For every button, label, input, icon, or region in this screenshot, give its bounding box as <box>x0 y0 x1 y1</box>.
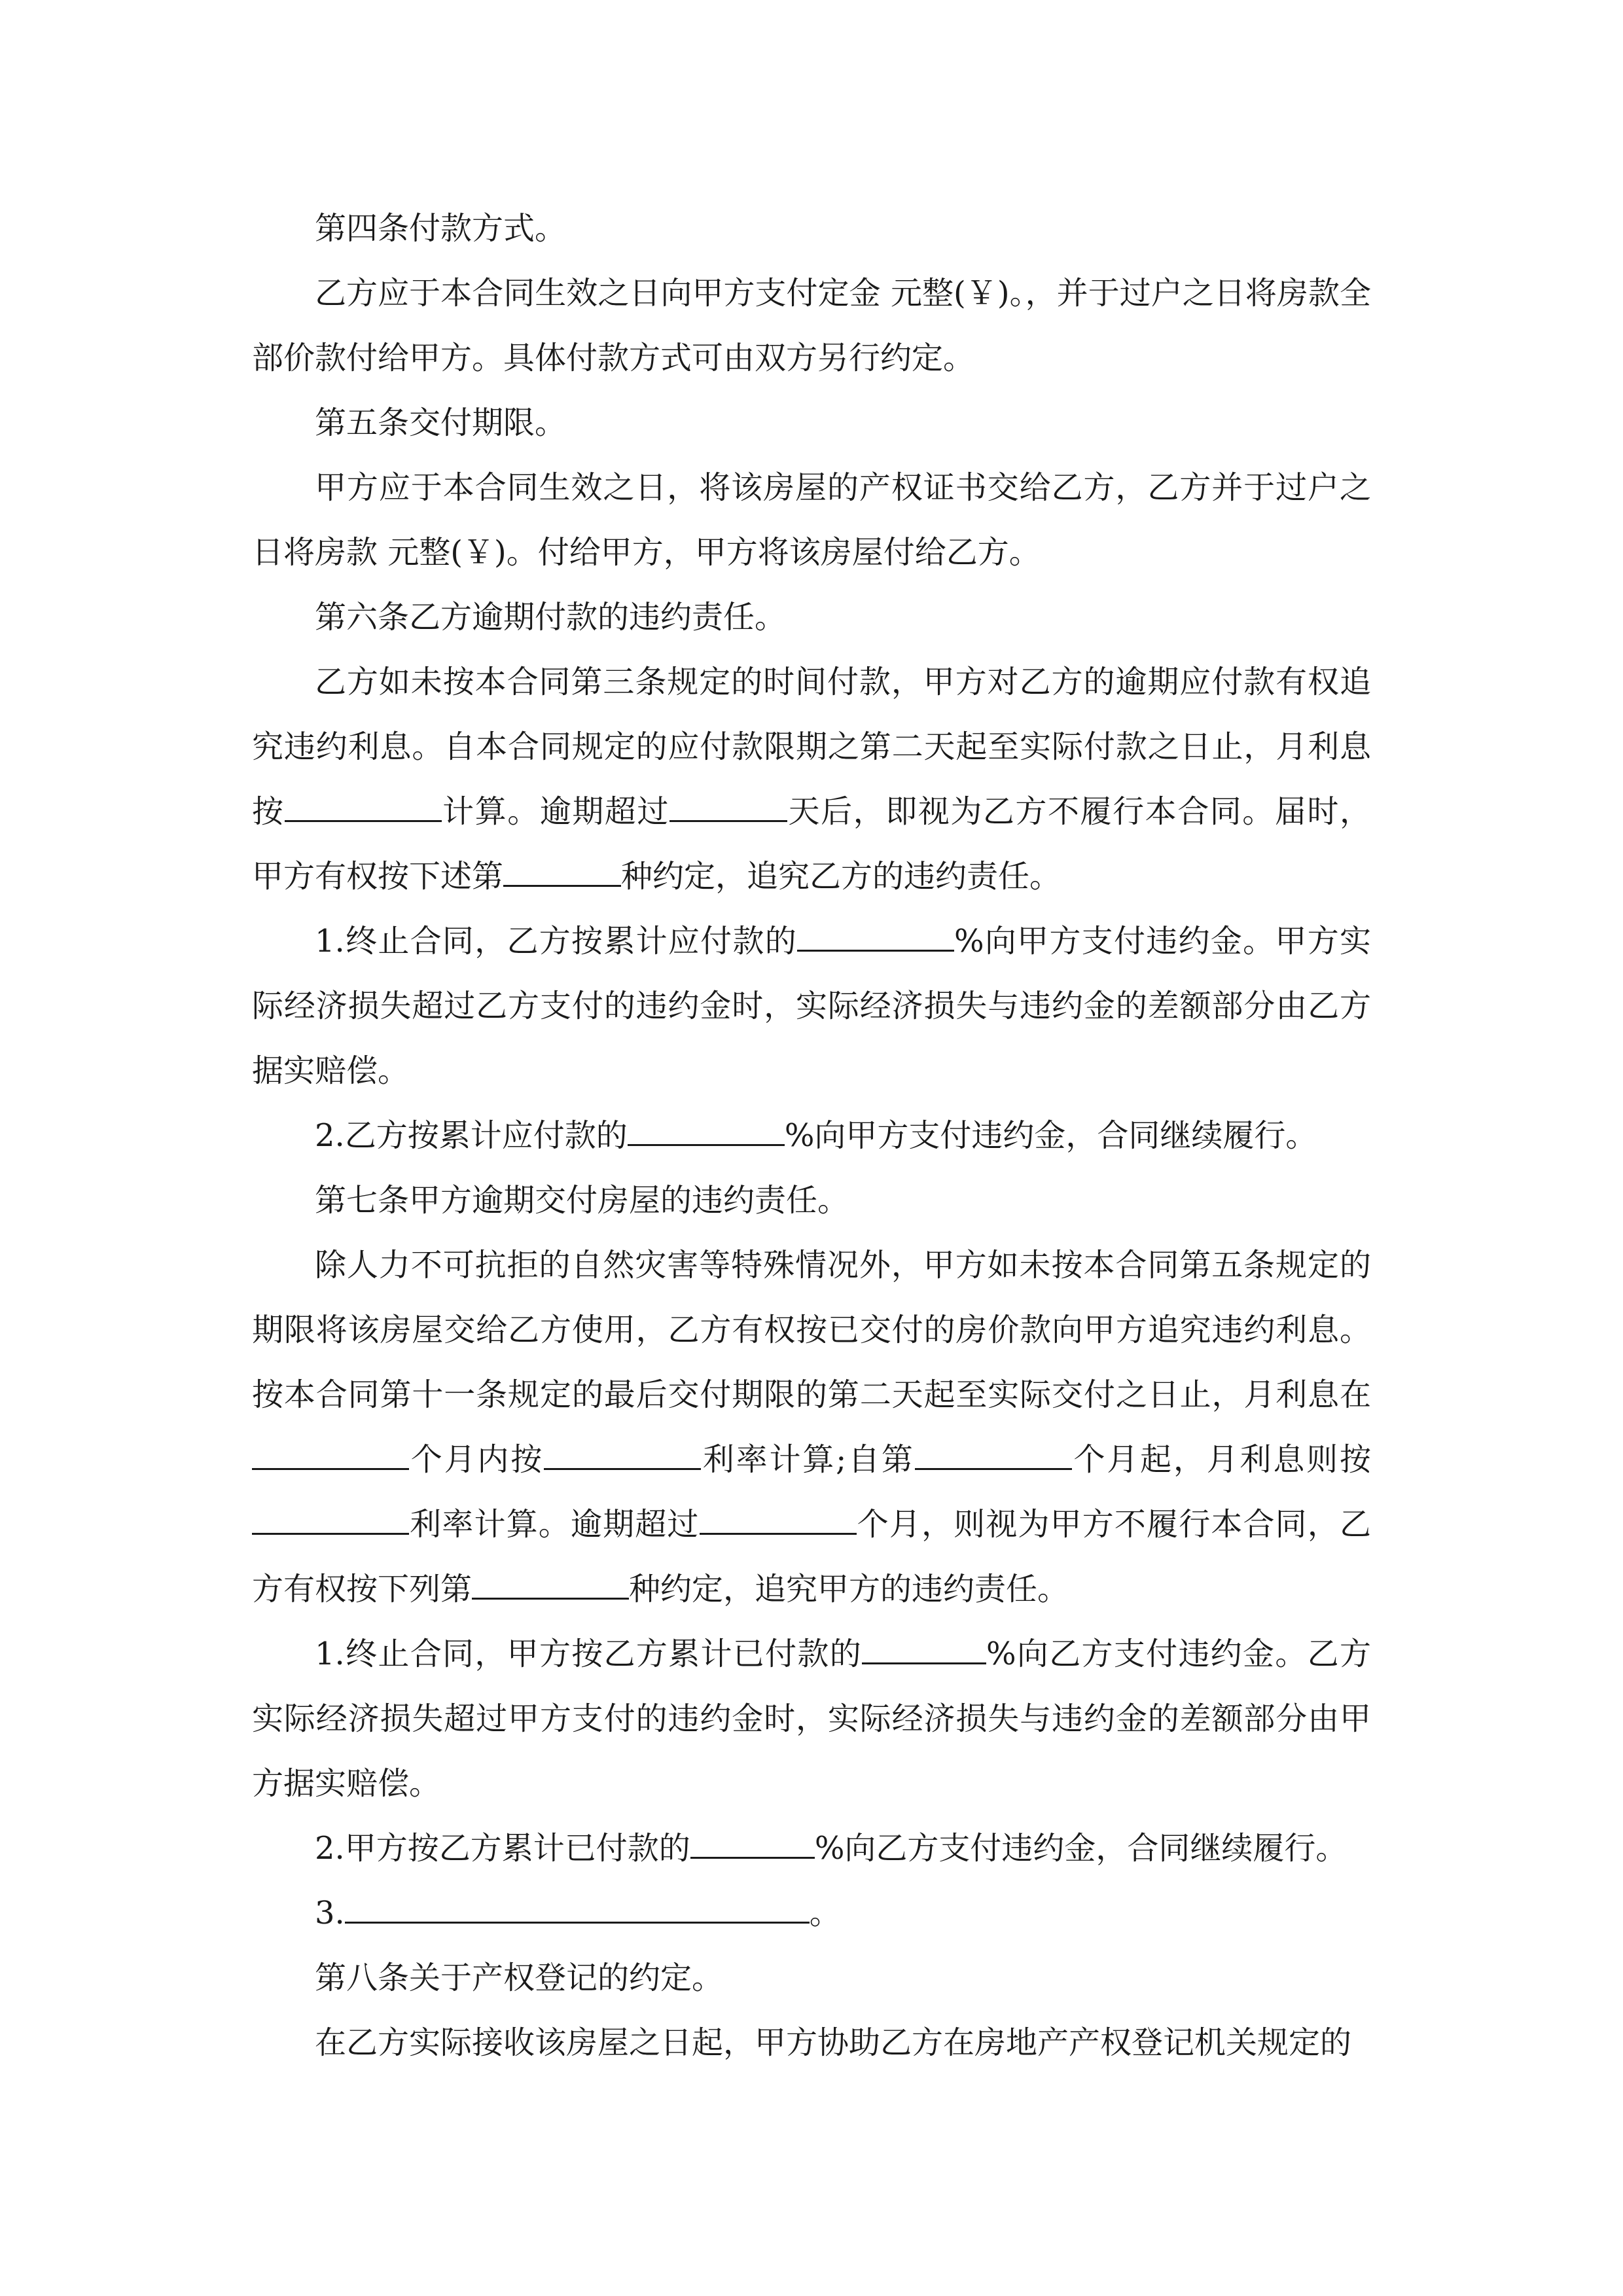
text-segment: 1.终止合同，甲方按乙方累计已付款的 <box>315 1636 862 1672</box>
fill-blank[interactable] <box>797 924 954 952</box>
text-segment: 。 <box>809 1895 841 1931</box>
text-segment: 乙方应于本合同生效之日向甲方支付定金 元整(￥)。，并于过户之日将房款全部价款付给甲方。具体付款方式可由双方另行约定。 <box>252 275 1371 376</box>
article-6-heading <box>252 585 1371 650</box>
text-segment: 甲方应于本合同生效之日，将该房屋的产权证书交给乙方，乙方并于过户之日将房款 元整(￥)。付给甲方，甲方将该房屋付给乙方。 <box>252 469 1371 571</box>
text-segment: 2.甲方按乙方累计已付款的 <box>315 1830 690 1867</box>
text-segment: 个月内按 <box>409 1441 544 1478</box>
article-6-paragraph <box>252 650 1371 909</box>
text-segment: 个月，则视为甲方不履行本合同，乙方有权按下列第 <box>252 1506 1371 1607</box>
text-segment: 计算。逾期超过 <box>441 793 669 830</box>
text-segment: 乙方如未按本合同第三条规定的时间付款，甲方对乙方的逾期应付款有权追究违约利息。自本合同规定的应付款限期之第二天起至实际付款之日止，月利息按 <box>252 664 1371 830</box>
article-6-clause-2 <box>252 1103 1371 1168</box>
fill-blank[interactable] <box>628 1118 785 1146</box>
fill-blank[interactable] <box>252 1442 409 1470</box>
article-7-paragraph <box>252 1233 1371 1622</box>
text-segment: 除人力不可抗拒的自然灾害等特殊情况外，甲方如未按本合同第五条规定的期限将该房屋交给乙方使用，乙方有权按已交付的房价款向甲方追究违约利息。按本合同第十一条规定的最后交付期限的第二天起至实际交付之日止，月利息在 <box>252 1247 1371 1413</box>
article-7-clause-3 <box>252 1881 1371 1946</box>
text-segment: 2.乙方按累计应付款的 <box>315 1117 628 1154</box>
text-segment: 1.终止合同，乙方按累计应付款的 <box>315 923 797 960</box>
text-segment: 利率计算。逾期超过 <box>409 1506 700 1543</box>
text-segment: %向乙方支付违约金，合同继续履行。 <box>814 1830 1347 1867</box>
text-segment: 利率计算;自第 <box>701 1441 915 1478</box>
fill-blank[interactable] <box>690 1831 815 1859</box>
text-segment: %向乙方支付违约金。乙方实际经济损失超过甲方支付的违约金时，实际经济损失与违约金的差额部分由甲方据实赔偿。 <box>252 1636 1371 1802</box>
text-segment: 第八条关于产权登记的约定。 <box>315 1960 724 1996</box>
text-segment: 第五条交付期限。 <box>315 404 567 441</box>
fill-blank[interactable] <box>503 859 621 887</box>
text-segment: 天后，即视为乙方不履行本合同。届时，甲方有权按下述第 <box>252 793 1371 895</box>
text-segment: 第四条付款方式。 <box>315 210 567 247</box>
fill-blank[interactable] <box>862 1636 986 1664</box>
fill-blank[interactable] <box>252 1507 409 1535</box>
text-segment: 种约定，追究乙方的违约责任。 <box>621 858 1061 895</box>
article-5-heading <box>252 391 1371 456</box>
article-7-heading <box>252 1168 1371 1233</box>
text-segment: 个月起，月利息则按 <box>1071 1441 1371 1478</box>
article-8-paragraph <box>252 2011 1371 2075</box>
fill-blank[interactable] <box>472 1571 629 1600</box>
text-segment: %向甲方支付违约金。甲方实际经济损失超过乙方支付的违约金时，实际经济损失与违约金的差额部分由乙方据实赔偿。 <box>252 923 1371 1089</box>
article-4-paragraph <box>252 261 1371 391</box>
text-segment: %向甲方支付违约金，合同继续履行。 <box>784 1117 1317 1154</box>
contract-body <box>252 196 1371 2075</box>
article-6-clause-1 <box>252 909 1371 1103</box>
fill-blank[interactable] <box>544 1442 701 1470</box>
fill-blank[interactable] <box>915 1442 1072 1470</box>
article-4-heading <box>252 196 1371 261</box>
fill-blank[interactable] <box>700 1507 857 1535</box>
article-5-paragraph <box>252 456 1371 585</box>
text-segment: 在乙方实际接收该房屋之日起，甲方协助乙方在房地产产权登记机关规定的 <box>315 2024 1352 2061</box>
text-segment: 种约定，追究甲方的违约责任。 <box>629 1571 1069 1607</box>
text-segment: 第七条甲方逾期交付房屋的违约责任。 <box>315 1182 849 1219</box>
article-7-clause-1 <box>252 1622 1371 1816</box>
fill-blank[interactable] <box>285 794 442 822</box>
text-segment: 3. <box>315 1895 345 1931</box>
article-7-clause-2 <box>252 1816 1371 1881</box>
article-8-heading <box>252 1946 1371 2011</box>
fill-blank[interactable] <box>345 1895 810 1924</box>
text-segment: 第六条乙方逾期付款的违约责任。 <box>315 599 787 636</box>
fill-blank[interactable] <box>669 794 787 822</box>
